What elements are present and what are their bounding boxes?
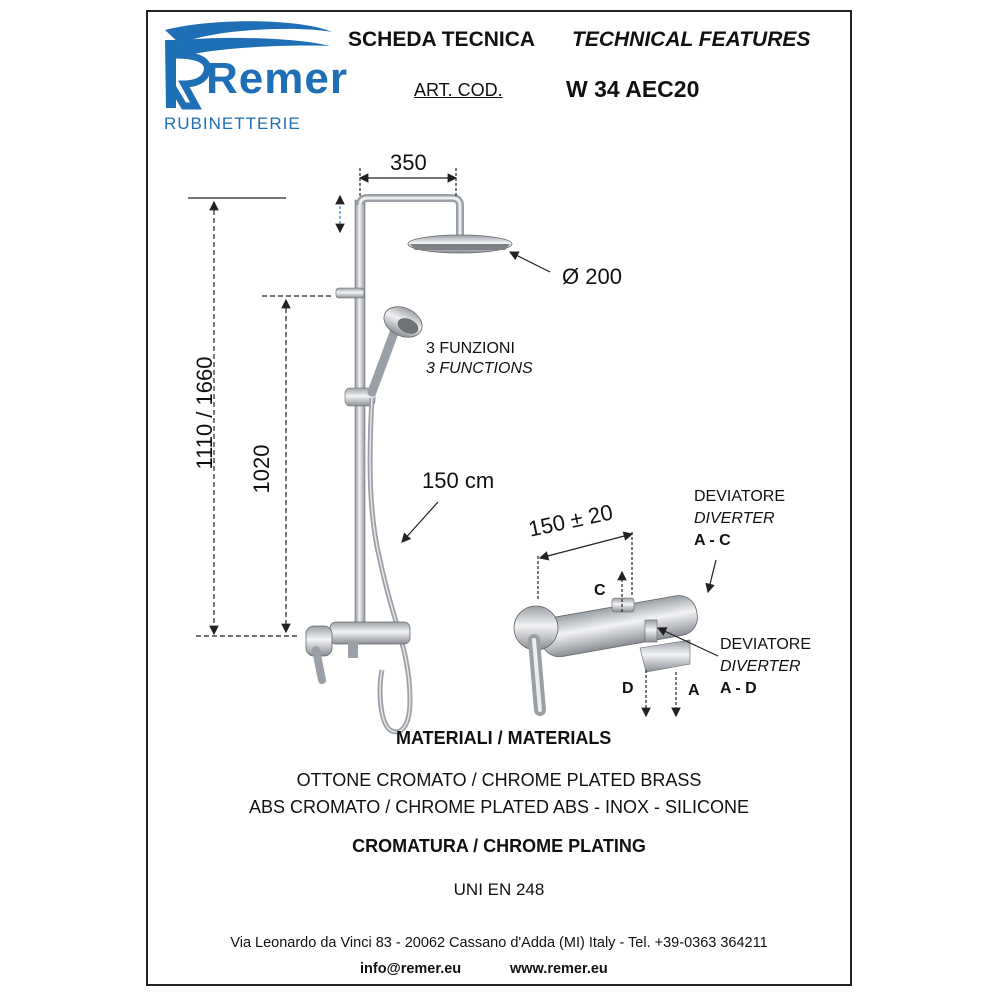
dim-hose: 150 cm <box>422 468 495 493</box>
diverter2-it: DEVIATORE <box>720 636 811 653</box>
standard: UNI EN 248 <box>453 880 545 899</box>
footer-website[interactable]: www.remer.eu <box>510 961 608 977</box>
title-en: TECHNICAL FEATURES <box>572 28 811 51</box>
logo-subtitle: RUBINETTERIE <box>164 114 301 133</box>
mixer-detail <box>514 593 700 710</box>
plating-title: CROMATURA / CHROME PLATING <box>352 836 646 856</box>
label-c: C <box>594 582 606 599</box>
materials-line1: OTTONE CROMATO / CHROME PLATED BRASS <box>296 770 702 790</box>
materials-title: MATERIALI / MATERIALS <box>396 728 612 748</box>
shower-column <box>306 198 512 732</box>
diverter1-it: DEVIATORE <box>694 488 785 505</box>
diverter1-en: DIVERTER <box>694 510 775 527</box>
diverter2-en: DIVERTER <box>720 658 801 675</box>
dim-diameter: Ø 200 <box>562 264 622 289</box>
label-a: A <box>688 682 700 699</box>
dim-height: 1020 <box>249 444 274 494</box>
title-it: SCHEDA TECNICA <box>348 28 536 51</box>
logo-name: Remer <box>206 54 348 103</box>
dim-total-height: 1110 / 1660 <box>192 356 217 470</box>
functions-en: 3 FUNCTIONS <box>426 360 533 377</box>
label-d: D <box>622 680 634 697</box>
materials-line2: ABS CROMATO / CHROME PLATED ABS - INOX - SILICONE <box>248 797 750 817</box>
art-code: W 34 AEC20 <box>566 76 700 102</box>
diverter2-code: A - D <box>720 680 757 697</box>
footer-email[interactable]: info@remer.eu <box>360 961 462 977</box>
diverter1-code: A - C <box>694 532 731 549</box>
footer-address: Via Leonardo da Vinci 83 - 20062 Cassano d'Adda (MI) Italy - Tel. +39-0363 364211 <box>230 935 768 951</box>
art-label: ART. COD. <box>414 80 503 100</box>
dim-centers: 150 ± 20 <box>526 499 616 542</box>
dim-head-width: 350 <box>390 150 427 175</box>
functions-it: 3 FUNZIONI <box>426 340 515 357</box>
